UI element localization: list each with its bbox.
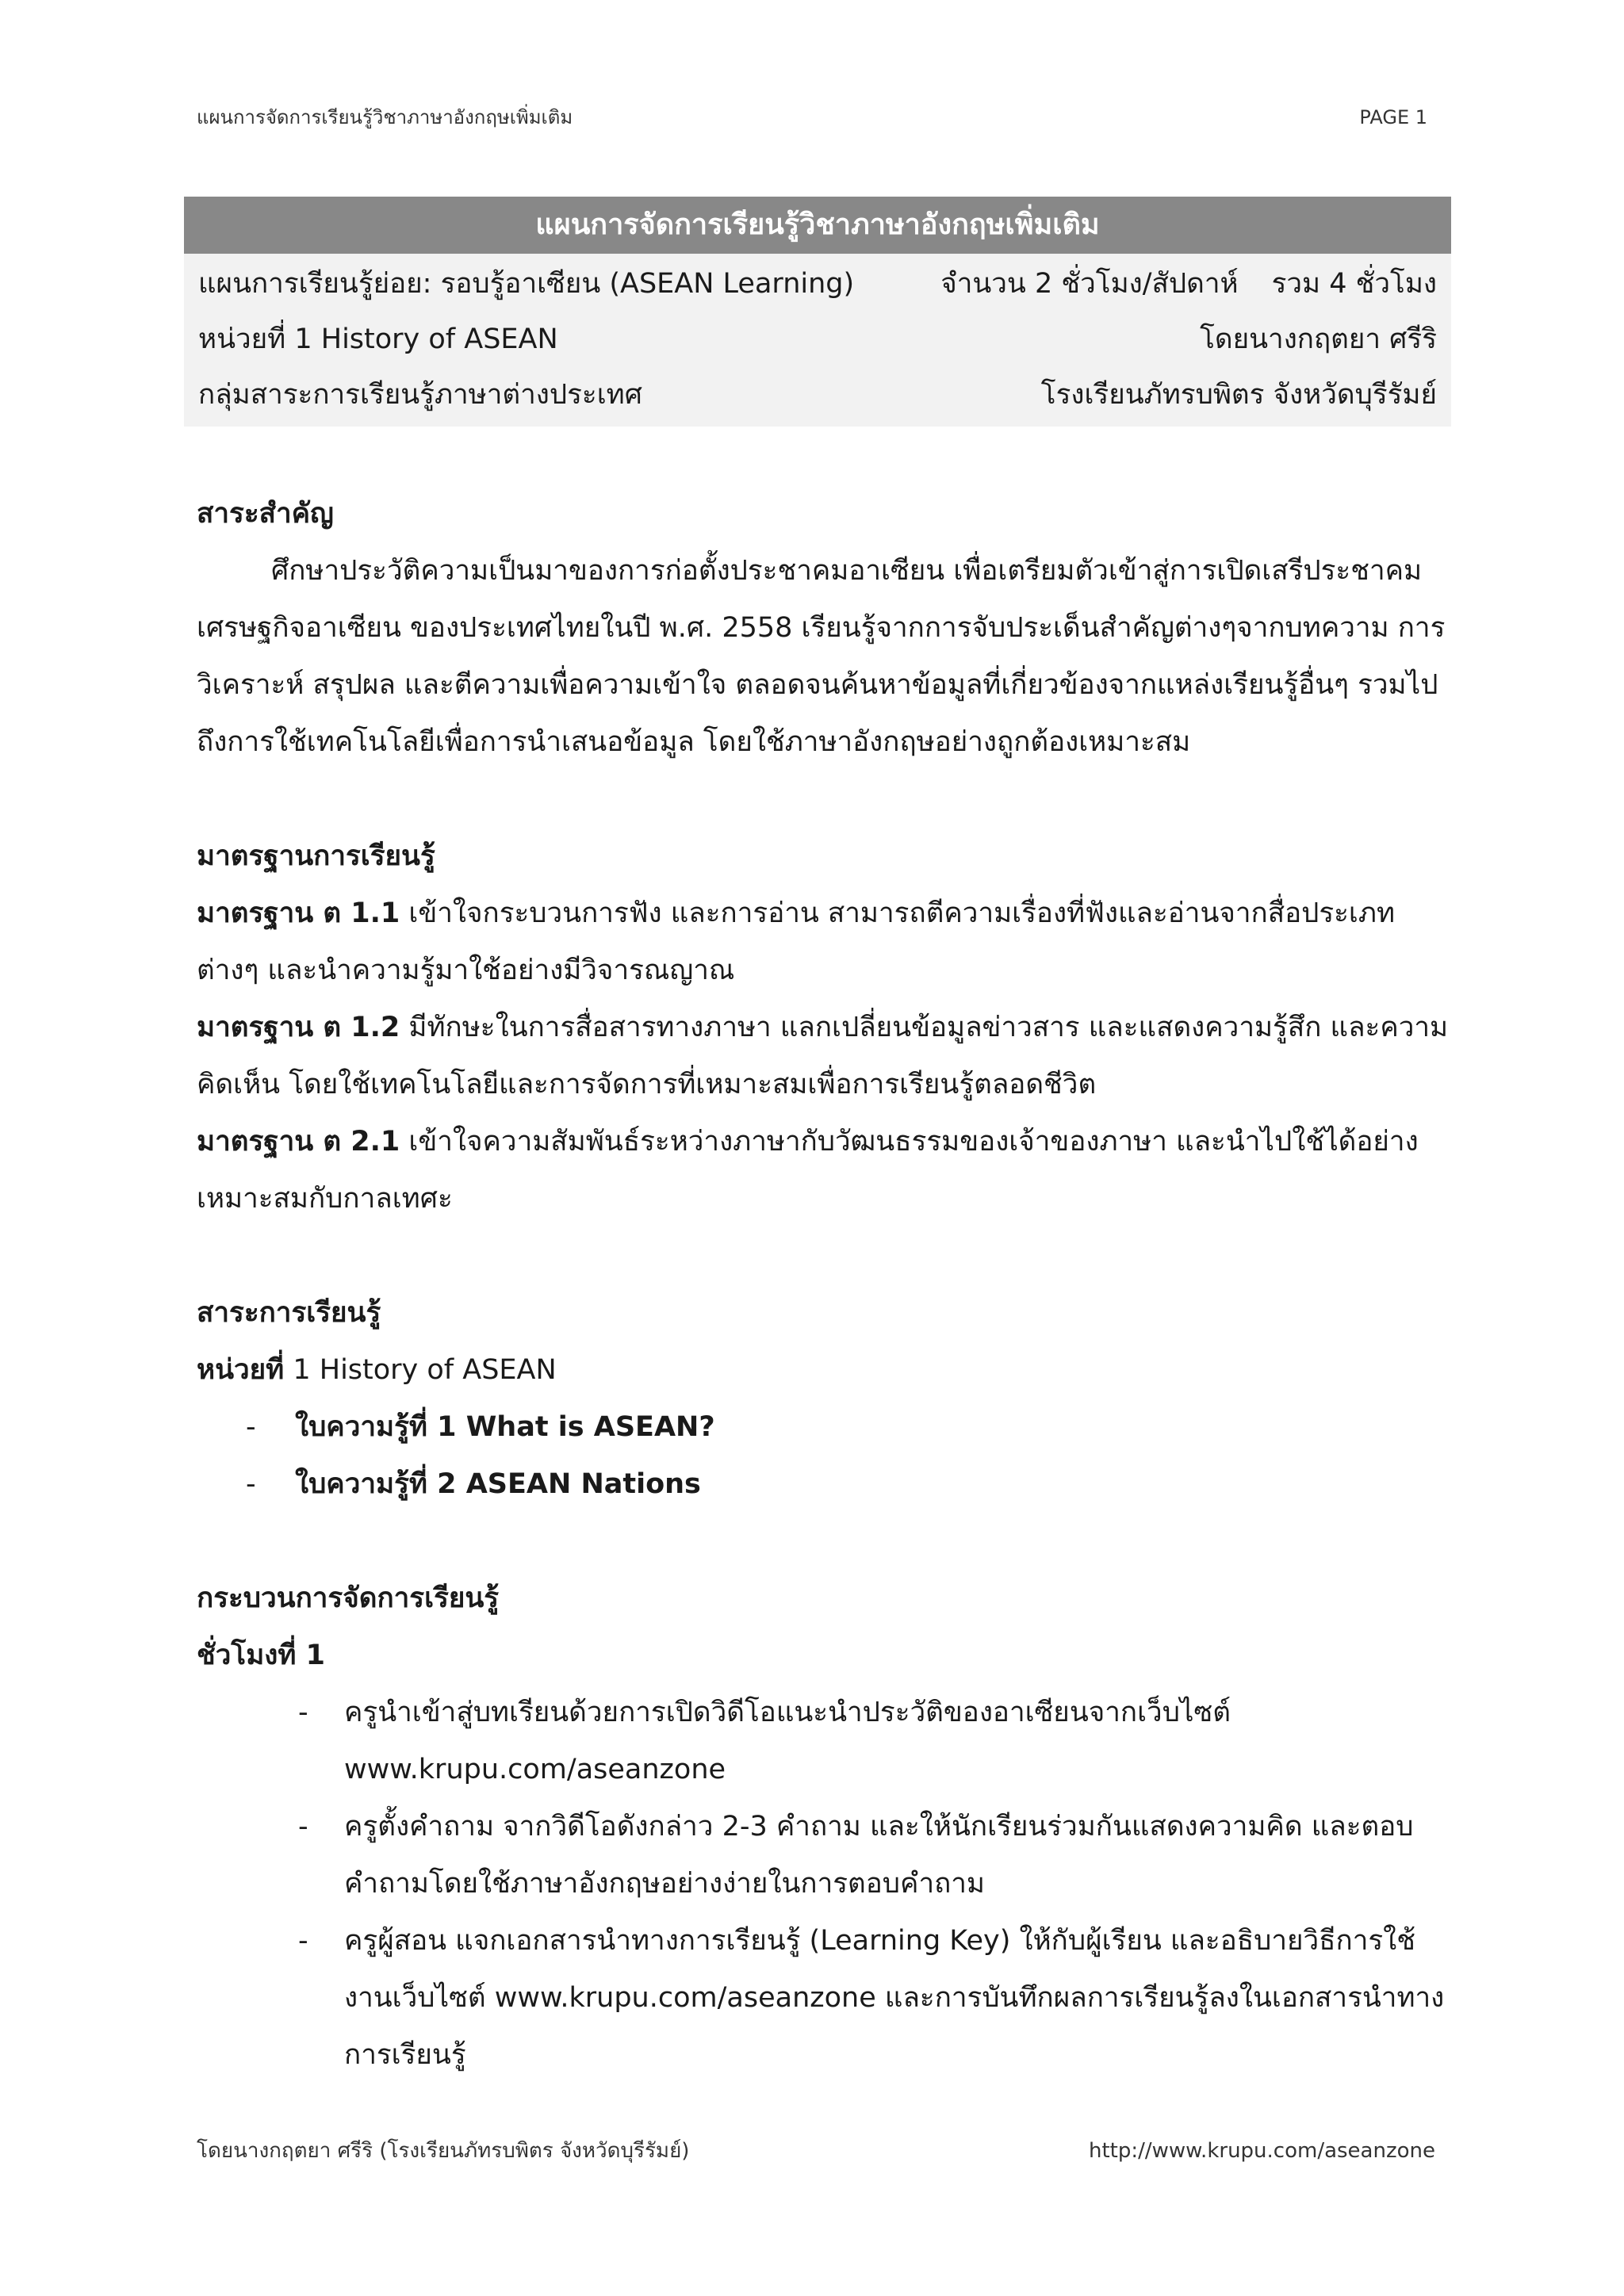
process-step: ครูนำเข้าสู่บทเรียนด้วยการเปิดวิดีโอแนะนำประวัติของอาเซียนจากเว็บไซต์ www.krupu.com/aseanzone: [344, 1697, 1231, 1785]
running-header: [197, 101, 1427, 132]
standard-item: [197, 885, 1451, 999]
process-step: ครูตั้งคำถาม จากวิดีโอดังกล่าว 2-3 คำถาม และให้นักเรียนร่วมกันแสดงความคิด และตอบคำถามโดยใช้ภาษาอังกฤษอย่างง่ายในการตอบคำถาม: [344, 1811, 1414, 1900]
knowledge-sheet-list: [197, 1399, 1451, 1513]
document-content: [197, 485, 1451, 2084]
dash-bullet: -: [298, 1697, 308, 1728]
standard-text: เข้าใจความสัมพันธ์ระหว่างภาษากับวัฒนธรรมของเจ้าของภาษา และนำไปใช้ได้อย่างเหมาะสมกับกาลเทศะ: [197, 1126, 1419, 1215]
standard-text: มีทักษะในการสื่อสารทางภาษา แลกเปลี่ยนข้อมูลข่าวสาร และแสดงความรู้สึก และความคิดเห็น โดยใช้เทคโนโลยีและการจัดการที่เหมาะสมเพื่อการเรียนรู้ตลอดชีวิต: [197, 1012, 1449, 1100]
unit-line-text: 1 History of ASEAN: [284, 1354, 557, 1386]
sub-plan-label: แผนการเรียนรู้ย่อย: รอบรู้อาเซียน (ASEAN Learning): [198, 267, 855, 300]
standard-item: [197, 999, 1451, 1113]
info-row-subject-group: [198, 366, 1437, 422]
standards-heading: มาตรฐานการเรียนรู้: [197, 840, 435, 872]
lesson-info-title: แผนการจัดการเรียนรู้วิชาภาษาอังกฤษเพิ่มเติม: [184, 197, 1451, 254]
essence-heading: สาระสำคัญ: [197, 498, 334, 530]
lesson-info-body: [184, 254, 1451, 427]
list-item: [197, 1456, 1451, 1513]
knowledge-sheet-title: ใบความรู้ที่ 1 What is ASEAN?: [295, 1411, 715, 1443]
dash-bullet: -: [246, 1411, 256, 1443]
process-step: ครูผู้สอน แจกเอกสารนำทางการเรียนรู้ (Learning Key) ให้กับผู้เรียน และอธิบายวิธีการใช้งานเว็บไซต์ www.krupu.com/aseanzone และการบันทึกผลการเรียนรู้ลงในเอกสารนำทางการเรียนรู้: [344, 1925, 1445, 2071]
dash-bullet: -: [298, 1811, 308, 1843]
standard-label: มาตรฐาน ต 1.1: [197, 897, 400, 929]
footer-author: โดยนางกฤตยา ศรีริ (โรงเรียนภัทรบพิตร จังหวัดบุรีรัมย์): [197, 2139, 690, 2163]
list-item: [197, 1399, 1451, 1456]
teacher-name: โดยนางกฤตยา ศรีริ: [1200, 323, 1437, 355]
essence-body: ศึกษาประวัติความเป็นมาของการก่อตั้งประชาคมอาเซียน เพื่อเตรียมตัวเข้าสู่การเปิดเสรีประชาคมเศรษฐกิจอาเซียน ของประเทศไทยในปี พ.ศ. 2558 เรียนรู้จากการจับประเด็นสำคัญต่างๆจากบทความ การวิเคราะห์ สรุปผล และตีความเพื่อความเข้าใจ ตลอดจนค้นหาข้อมูลที่เกี่ยวข้องจากแหล่งเรียนรู้อื่นๆ รวมไปถึงการใช้เทคโนโลยีเพื่อการนำเสนอข้อมูล โดยใช้ภาษาอังกฤษอย่างถูกต้องเหมาะสม: [197, 555, 1446, 758]
unit-line: [197, 1341, 1451, 1399]
standard-label: มาตรฐาน ต 1.2: [197, 1012, 400, 1043]
list-item: [197, 1912, 1451, 2084]
learning-content-heading: สาระการเรียนรู้: [197, 1297, 381, 1329]
hours-per-week: จำนวน 2 ชั่วโมง/สัปดาห์: [940, 267, 1239, 300]
process-heading: กระบวนการจัดการเรียนรู้: [197, 1582, 500, 1614]
subject-group: กลุ่มสาระการเรียนรู้ภาษาต่างประเทศ: [198, 378, 642, 411]
running-footer: [197, 2134, 1435, 2167]
total-hours: รวม 4 ชั่วโมง: [1271, 267, 1437, 300]
school-name: โรงเรียนภัทรบพิตร จังหวัดบุรีรัมย์: [1040, 378, 1437, 411]
list-item: [197, 1684, 1451, 1798]
unit-line-label: หน่วยที่: [197, 1354, 285, 1386]
knowledge-sheet-title: ใบความรู้ที่ 2 ASEAN Nations: [295, 1468, 701, 1500]
hour-label: ชั่วโมงที่ 1: [197, 1640, 325, 1671]
lesson-info-table: [184, 197, 1451, 427]
dash-bullet: -: [246, 1468, 256, 1500]
unit-label: หน่วยที่ 1 History of ASEAN: [198, 323, 558, 355]
standard-text: เข้าใจกระบวนการฟัง และการอ่าน สามารถตีความเรื่องที่ฟังและอ่านจากสื่อประเภทต่างๆ และนำความรู้มาใช้อย่างมีวิจารณญาณ: [197, 897, 1396, 986]
hours-group: [940, 262, 1437, 305]
standard-label: มาตรฐาน ต 2.1: [197, 1126, 400, 1158]
list-item: [197, 1798, 1451, 1912]
dash-bullet: -: [298, 1925, 308, 1957]
footer-url: http://www.krupu.com/aseanzone: [1089, 2139, 1435, 2163]
header-title: แผนการจัดการเรียนรู้วิชาภาษาอังกฤษเพิ่มเติม: [197, 106, 573, 128]
page-number: PAGE 1: [1359, 106, 1427, 128]
standard-item: [197, 1113, 1451, 1227]
info-row-sub-plan: [198, 255, 1437, 311]
info-row-unit: [198, 311, 1437, 366]
process-steps-list: [197, 1684, 1451, 2084]
